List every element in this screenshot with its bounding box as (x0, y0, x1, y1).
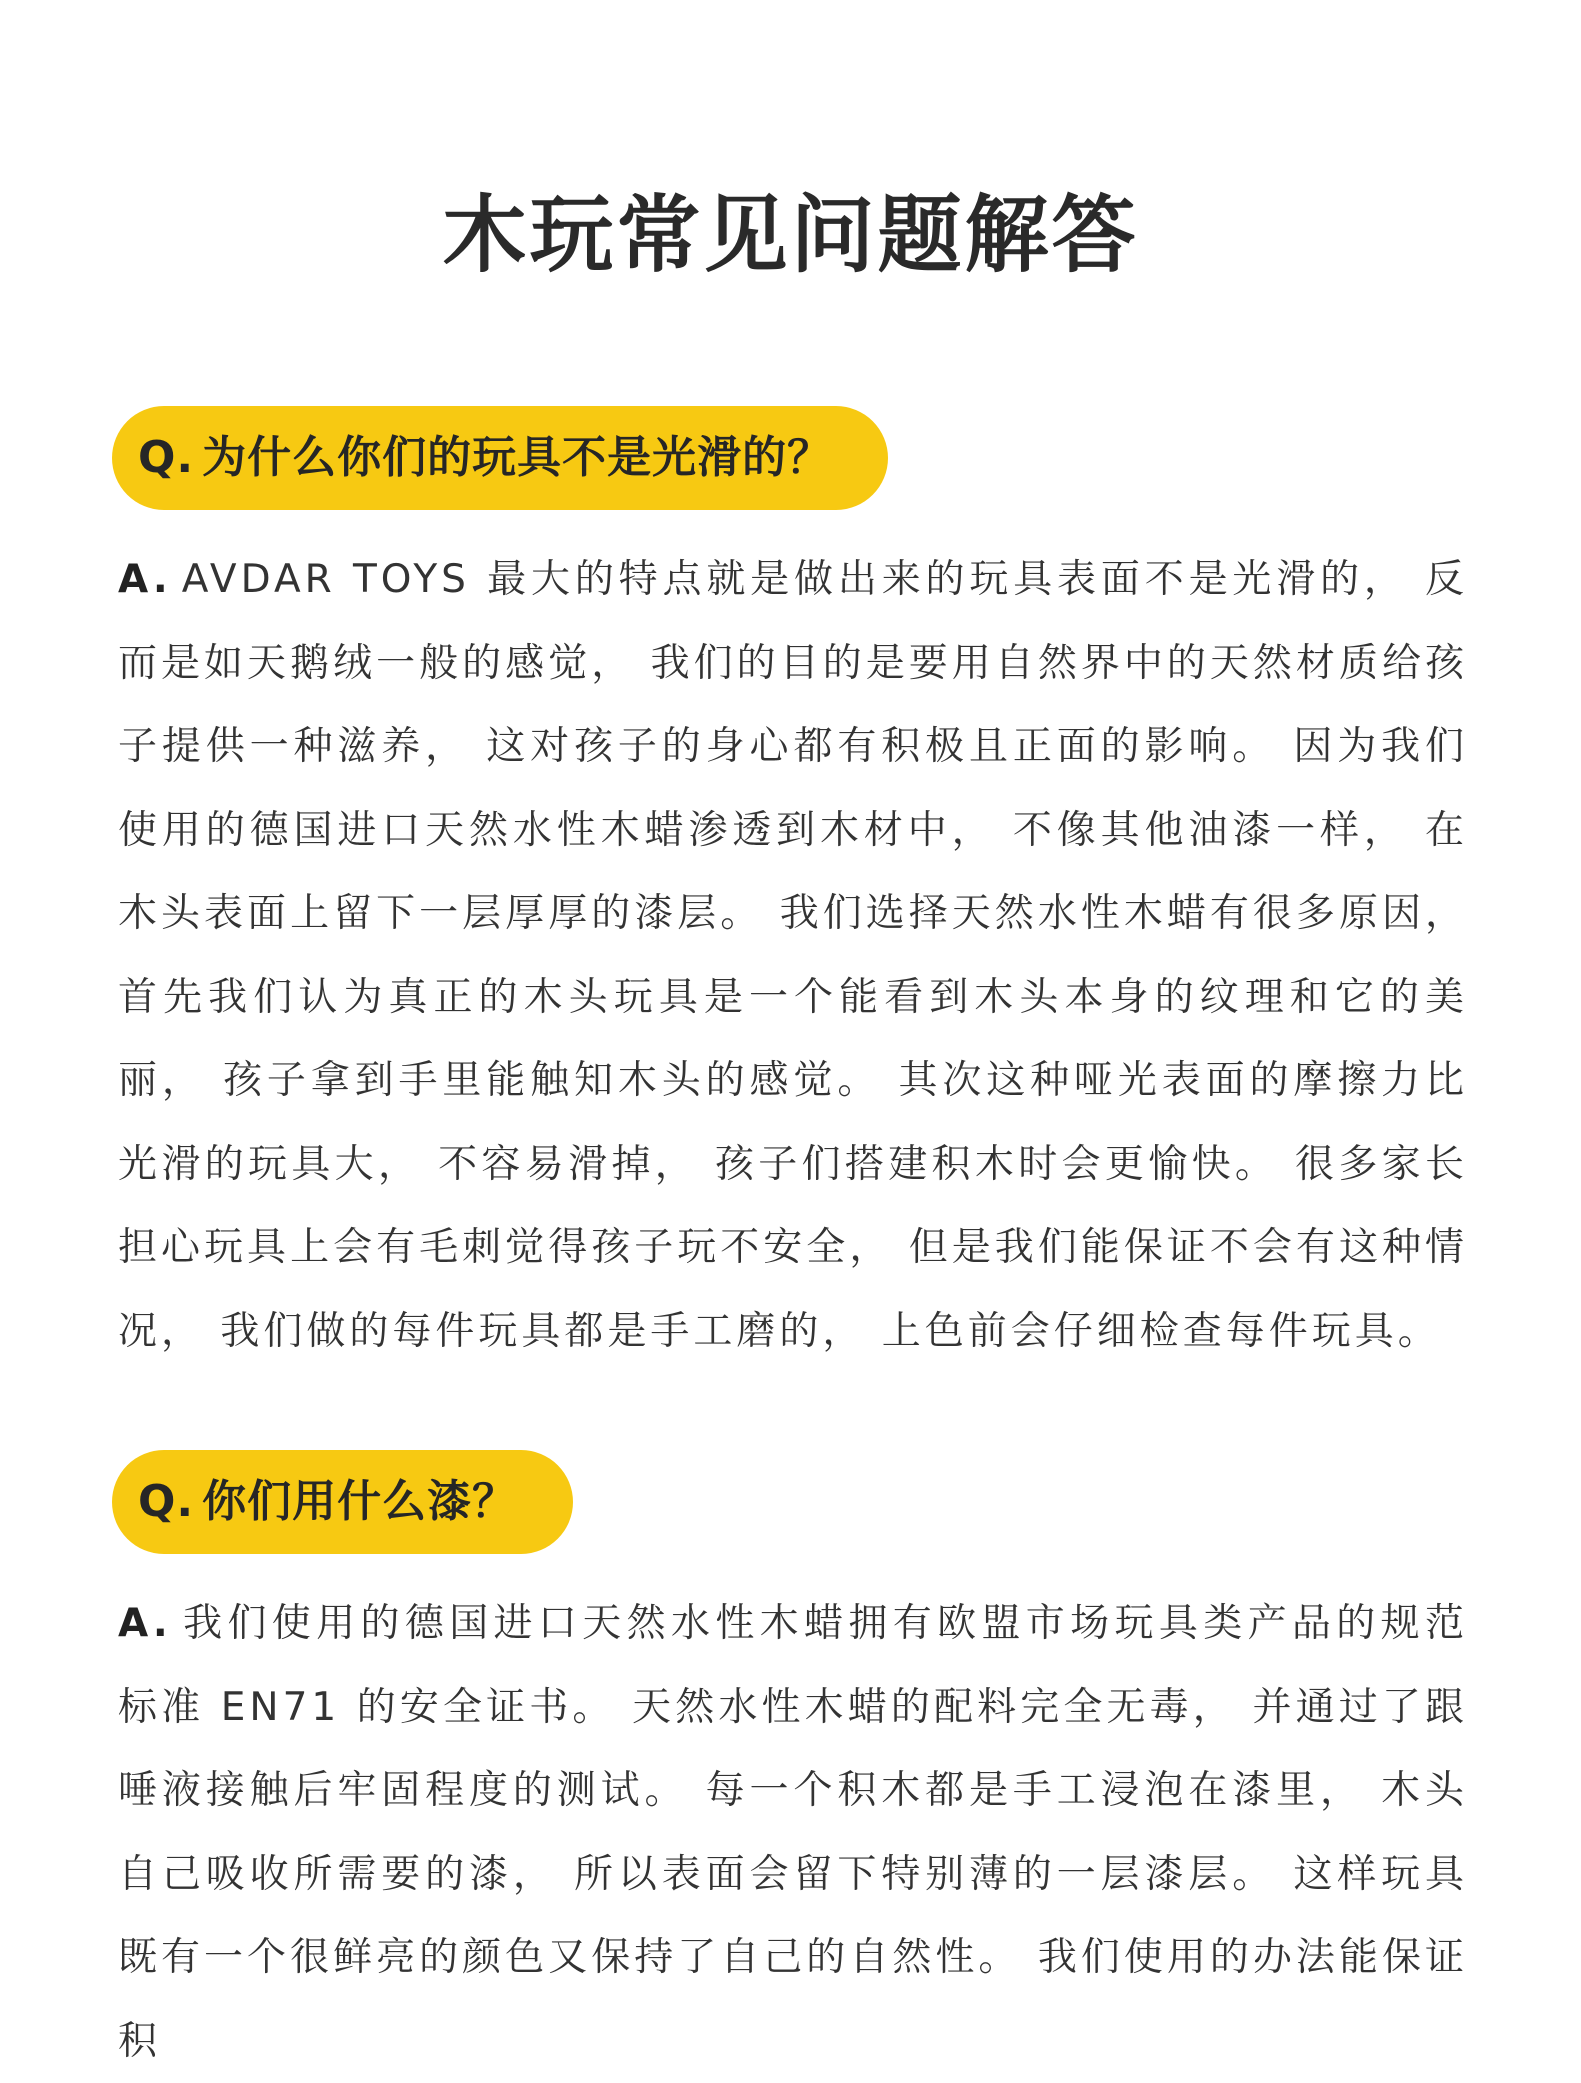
faq-item (112, 406, 1469, 1373)
answer-prefix: A. (118, 1601, 172, 1646)
question-prefix: Q. (138, 432, 195, 483)
answer-paragraph (118, 1582, 1468, 2083)
answer-text: 我们使用的德国进口天然水性木蜡拥有欧盟市场玩具类产品的规范标准 EN71 的安全证书。 天然水性木蜡的配料完全无毒， 并通过了跟唾液接触后牢固程度的测试。 每一个积木都是手工浸泡在漆里， 木头自己吸收所需要的漆， 所以表面会留下特别薄的一层漆层。 这样玩具既有一个很鲜亮的颜色又保持了自己的自然性。 我们使用的办法能保证积 (118, 1601, 1468, 2064)
question-badge (112, 1450, 573, 1554)
faq-item (112, 1450, 1469, 2083)
answer-text: AVDAR TOYS 最大的特点就是做出来的玩具表面不是光滑的， 反而是如天鹅绒一般的感觉， 我们的目的是要用自然界中的天然材质给孩子提供一种滋养， 这对孩子的身心都有积极且正面的影响。 因为我们使用的德国进口天然水性木蜡渗透到木材中， 不像其他油漆一样， 在木头表面上留下一层厚厚的漆层。 我们选择天然水性木蜡有很多原因， 首先我们认为真正的木头玩具是一个能看到木头本身的纹理和它的美丽， 孩子拿到手里能触知木头的感觉。 其次这种哑光表面的摩擦力比光滑的玩具大， 不容易滑掉， 孩子们搭建积木时会更愉快。 很多家长担心玩具上会有毛刺觉得孩子玩不安全， 但是我们能保证不会有这种情况， 我们做的每件玩具都是手工磨的， 上色前会仔细检查每件玩具。 (118, 557, 1468, 1354)
page-title: 木玩常见问题解答 (442, 186, 1139, 284)
answer-paragraph (118, 538, 1468, 1373)
question-text: 为什么你们的玩具不是光滑的？ (202, 432, 833, 483)
question-prefix: Q. (138, 1476, 195, 1527)
question-text: 你们用什么漆？ (202, 1476, 518, 1527)
answer-prefix: A. (118, 557, 172, 602)
question-badge (112, 406, 888, 510)
